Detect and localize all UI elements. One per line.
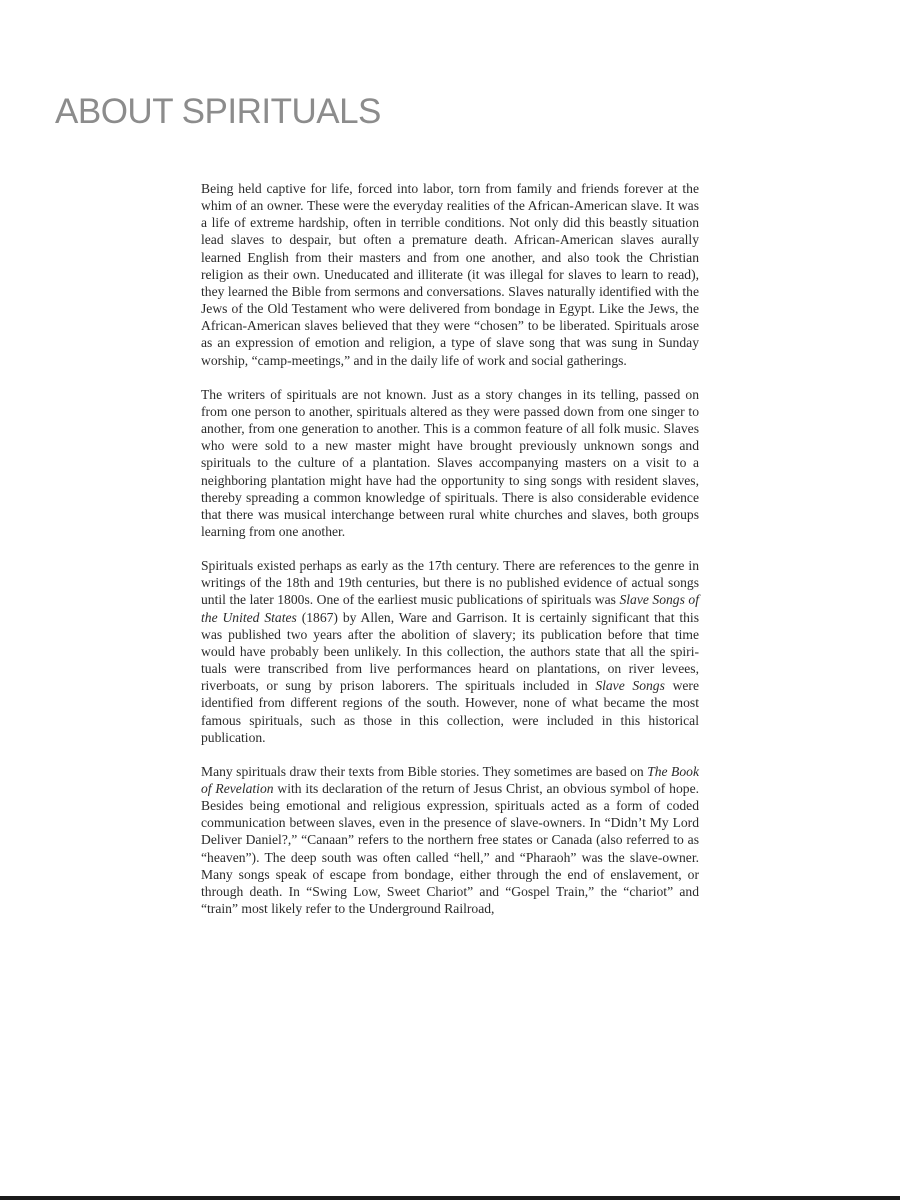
page-title: ABOUT SPIRITUALS bbox=[55, 92, 381, 131]
paragraph-text: The writers of spirituals are not known. Just as a story changes in its telling, passed on from one person to another, spirituals altered as they were passed down from one singer to another, from one generation to another. This is a common feature of all folk music. Slaves who were sold to a new master might have brought previously unknown songs and spirituals to the culture of a plantation. Slaves accompanying masters on a visit to a neighboring plantation might have had the opportunity to sing songs with resident slaves, thereby spreading a common knowledge of spirituals. There is also considerable evidence that there was musical interchange between rural white churches and slaves, both groups learning from one another. bbox=[201, 386, 699, 539]
italic-title: Slave Songs of the United States bbox=[201, 592, 699, 625]
paragraph-text: (1867) by Allen, Ware and Garrison. It is certainly significant that this was published two years after the abolition of slavery; its publication before that time would have probably been unlikely. In this collection, the authors state that all the spirituals were transcribed from live performances heard on plantations, on river levees, riverboats, or sung by prison laborers. The spirituals included in bbox=[201, 609, 699, 694]
paragraph bbox=[201, 180, 699, 369]
paragraph-text: Spirituals existed perhaps as early as the 17th century. There are references to the genre in writings of the 18th and 19th centuries, but there is no published evidence of actual songs until the later 1800s. One of the earliest music publications of spirituals was bbox=[201, 558, 699, 608]
paragraph-text: were identified from different regions of the south. However, none of what became the most famous spirituals, such as those in this collection, were included in this historical publication. bbox=[201, 678, 699, 745]
italic-title: The Book of Revelation bbox=[201, 763, 699, 796]
article-body bbox=[201, 180, 699, 934]
italic-title: Slave Songs bbox=[595, 678, 665, 694]
paragraph bbox=[201, 386, 699, 540]
paragraph-text: Being held captive for life, forced into labor, torn from family and friends forever at the whim of an owner. These were the everyday realities of the African-American slave. It was a life of extreme hardship, often in terrible conditions. Not only did this beastly situation lead slaves to despair, but often a premature death. African-American slaves aurally learned English from their masters and from one another, and also took the Christian religion as their own. Uneducated and illiterate (it was illegal for slaves to learn to read), they learned the Bible from sermons and conversations. Slaves naturally identified with the Jews of the Old Testament who were delivered from bondage in Egypt. Like the Jews, the African-American slaves believed that they were “chosen” to be liberated. Spirituals arose as an expression of emotion and religion, a type of slave song that was sung in Sunday worship, “camp-meetings,” and in the daily life of work and social gatherings. bbox=[201, 181, 699, 368]
paragraph bbox=[201, 557, 699, 746]
bottom-divider bbox=[0, 1196, 900, 1200]
paragraph-text: with its declaration of the return of Jesus Christ, an obvious symbol of hope. Besides being emotional and religious expression, spirituals acted as a form of coded communication between slaves, even in the presence of slave-owners. In “Didn’t My Lord Deliver Daniel?,” “Canaan” refers to the northern free states or Canada (also referred to as “heaven”). The deep south was often called “hell,” and “Pharaoh” was the slave-owner. Many songs speak of escape from bondage, either through the end of enslavement, or through death. In “Swing Low, Sweet Chariot” and “Gospel Train,” the “chariot” and “train” most likely refer to the Underground Railroad, bbox=[201, 781, 699, 917]
paragraph bbox=[201, 763, 699, 917]
paragraph-text: Many spirituals draw their texts from Bible stories. They sometimes are based on bbox=[201, 763, 648, 779]
